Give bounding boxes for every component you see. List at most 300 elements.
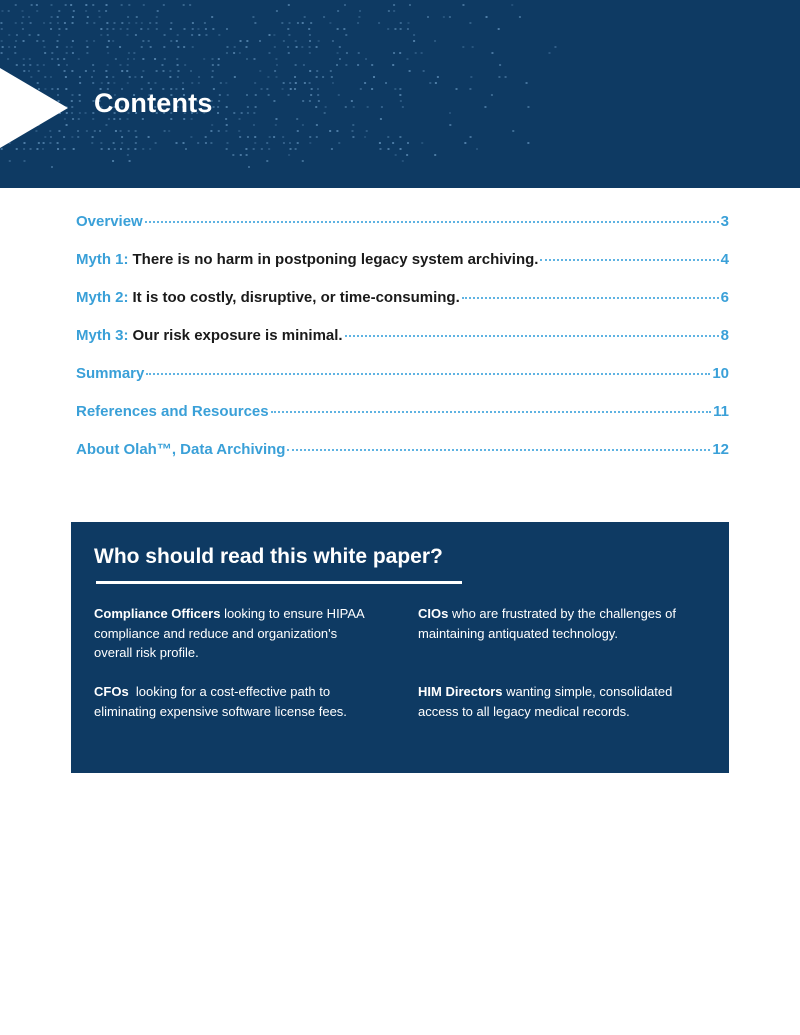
pattern-dot	[120, 148, 122, 150]
pattern-dot	[226, 46, 228, 48]
pattern-dot	[23, 148, 25, 150]
pattern-dot	[51, 166, 53, 168]
pattern-dot	[295, 40, 297, 42]
pattern-dot	[246, 40, 248, 42]
toc-entry-overview[interactable]	[76, 213, 729, 251]
pattern-dot	[72, 40, 74, 42]
pattern-dot	[289, 142, 291, 144]
pattern-dot	[8, 10, 10, 12]
pattern-dot	[150, 46, 152, 48]
pattern-dot	[155, 142, 157, 144]
pattern-dot	[176, 40, 178, 42]
pattern-dot	[79, 112, 81, 114]
pattern-dot	[393, 10, 395, 12]
pattern-dot	[198, 34, 200, 36]
pattern-dot	[29, 64, 31, 66]
pattern-dot	[297, 142, 299, 144]
pattern-dot	[79, 76, 81, 78]
pattern-dot	[217, 112, 219, 114]
pattern-dot	[226, 52, 228, 54]
pattern-dot	[164, 34, 166, 36]
pattern-dot	[275, 76, 277, 78]
pattern-dot	[135, 136, 137, 138]
pattern-dot	[288, 94, 290, 96]
pattern-dot	[234, 76, 236, 78]
pattern-dot	[345, 64, 347, 66]
pattern-dot	[304, 82, 306, 84]
pattern-dot	[99, 16, 101, 18]
pattern-dot	[115, 130, 117, 132]
pattern-dot	[37, 64, 39, 66]
pattern-dot	[184, 64, 186, 66]
pattern-dot	[92, 82, 94, 84]
pattern-dot	[168, 130, 170, 132]
pattern-dot	[476, 148, 478, 150]
pattern-dot	[183, 46, 185, 48]
pattern-dot	[268, 52, 270, 54]
pattern-dot	[247, 106, 249, 108]
audience-role: CFOs	[94, 684, 129, 699]
pattern-dot	[129, 160, 131, 162]
pattern-dot	[274, 46, 276, 48]
pattern-dot	[86, 22, 88, 24]
pattern-dot	[156, 28, 158, 30]
pattern-dot	[127, 16, 129, 18]
pattern-dot	[100, 34, 102, 36]
pattern-dot	[429, 82, 431, 84]
pattern-dot	[210, 130, 212, 132]
pattern-dot	[358, 52, 360, 54]
pattern-dot	[241, 112, 243, 114]
heading-underline	[96, 581, 462, 584]
pattern-dot	[14, 46, 16, 48]
pattern-dot	[183, 142, 185, 144]
pattern-dot	[218, 100, 220, 102]
pattern-dot	[71, 100, 73, 102]
audience-description: looking to ensure HIPAA compliance and reduce and organization's overall risk profile.	[94, 606, 365, 660]
pattern-dot	[205, 142, 207, 144]
pattern-dot	[336, 130, 338, 132]
pattern-dot	[182, 82, 184, 84]
pattern-dot	[113, 142, 115, 144]
pattern-dot	[443, 16, 445, 18]
pattern-dot	[311, 88, 313, 90]
toc-entry-myth-3[interactable]	[76, 327, 729, 365]
pattern-dot	[87, 16, 89, 18]
pattern-dot	[128, 130, 130, 132]
pattern-dot	[134, 148, 136, 150]
pattern-dot	[295, 82, 297, 84]
pattern-dot	[246, 154, 248, 156]
pattern-dot	[427, 16, 429, 18]
pattern-dot	[154, 82, 156, 84]
pattern-dot	[169, 70, 171, 72]
pattern-dot	[135, 142, 137, 144]
pattern-dot	[113, 22, 115, 24]
pattern-dot	[126, 70, 128, 72]
toc-page-number: 10	[712, 365, 729, 382]
audience-description: who are frustrated by the challenges of maintaining antiquated technology.	[418, 606, 676, 641]
pattern-dot	[106, 4, 108, 6]
pattern-dot	[23, 58, 25, 60]
pattern-dot	[205, 28, 207, 30]
pattern-dot	[21, 10, 23, 12]
toc-page-number: 8	[720, 327, 729, 344]
pattern-dot	[310, 22, 312, 24]
pattern-dot	[406, 154, 408, 156]
pattern-dot	[72, 52, 74, 54]
pattern-dot	[30, 148, 32, 150]
pattern-dot	[86, 46, 88, 48]
pattern-dot	[254, 22, 256, 24]
pattern-dot	[155, 22, 157, 24]
pattern-dot	[112, 40, 114, 42]
toc-entry-title: There is no harm in postponing legacy system archiving.	[132, 251, 539, 268]
pattern-dot	[318, 40, 320, 42]
dot-leader	[146, 373, 710, 375]
pattern-dot	[203, 58, 205, 60]
pattern-dot	[129, 76, 131, 78]
pattern-dot	[288, 34, 290, 36]
pattern-dot	[261, 148, 263, 150]
pattern-dot	[51, 58, 53, 60]
pattern-dot	[259, 40, 261, 42]
pattern-dot	[190, 136, 192, 138]
audience-item-compliance	[94, 604, 379, 663]
pattern-dot	[309, 40, 311, 42]
pattern-dot	[192, 46, 194, 48]
pattern-dot	[226, 148, 228, 150]
pattern-dot	[239, 118, 241, 120]
pattern-dot	[161, 64, 163, 66]
pattern-dot	[317, 88, 319, 90]
page-title: Contents	[94, 88, 213, 118]
toc-entry-myth-1[interactable]	[76, 251, 729, 289]
pattern-dot	[462, 4, 464, 6]
pattern-dot	[141, 22, 143, 24]
toc-entry-summary[interactable]	[76, 365, 729, 403]
audience-item-him	[418, 682, 703, 721]
pattern-dot	[94, 130, 96, 132]
pattern-dot	[212, 70, 214, 72]
pattern-dot	[211, 16, 213, 18]
pattern-dot	[344, 4, 346, 6]
pattern-dot	[106, 28, 108, 30]
pattern-dot	[282, 136, 284, 138]
pattern-dot	[71, 70, 73, 72]
pattern-dot	[114, 148, 116, 150]
pattern-dot	[164, 130, 166, 132]
pattern-dot	[107, 52, 109, 54]
pattern-dot	[304, 16, 306, 18]
pattern-dot	[16, 148, 18, 150]
pattern-dot	[323, 16, 325, 18]
pattern-dot	[133, 52, 135, 54]
pattern-dot	[491, 52, 493, 54]
pattern-dot	[364, 82, 366, 84]
pattern-dot	[394, 28, 396, 30]
pattern-dot	[302, 22, 304, 24]
pattern-dot	[57, 16, 59, 18]
pattern-dot	[253, 112, 255, 114]
pattern-dot	[56, 46, 58, 48]
pattern-dot	[107, 64, 109, 66]
pattern-dot	[394, 88, 396, 90]
pattern-dot	[205, 136, 207, 138]
pattern-dot	[338, 94, 340, 96]
pattern-dot	[127, 28, 129, 30]
pattern-dot	[58, 64, 60, 66]
pattern-dot	[98, 10, 100, 12]
pattern-dot	[36, 148, 38, 150]
pattern-dot	[70, 4, 72, 6]
pattern-dot	[252, 16, 254, 18]
pattern-dot	[107, 34, 109, 36]
pattern-dot	[1, 52, 3, 54]
pattern-dot	[339, 46, 341, 48]
pattern-dot	[121, 4, 123, 6]
pattern-dot	[273, 34, 275, 36]
pattern-dot	[470, 76, 472, 78]
pattern-dot	[233, 112, 235, 114]
pattern-dot	[554, 46, 556, 48]
pattern-dot	[253, 124, 255, 126]
pattern-dot	[127, 148, 129, 150]
pattern-dot	[283, 40, 285, 42]
pattern-dot	[309, 136, 311, 138]
pattern-dot	[212, 64, 214, 66]
pattern-dot	[498, 28, 500, 30]
pattern-dot	[388, 10, 390, 12]
pattern-dot	[393, 4, 395, 6]
pattern-dot	[273, 100, 275, 102]
pattern-dot	[100, 28, 102, 30]
audience-item-cio	[418, 604, 703, 643]
arrow-icon	[0, 68, 68, 148]
pattern-dot	[205, 34, 207, 36]
pattern-dot	[106, 22, 108, 24]
pattern-dot	[14, 52, 16, 54]
pattern-dot	[289, 22, 291, 24]
pattern-dot	[351, 130, 353, 132]
pattern-dot	[407, 22, 409, 24]
pattern-dot	[121, 70, 123, 72]
pattern-dot	[93, 70, 95, 72]
pattern-dot	[413, 40, 415, 42]
pattern-dot	[57, 40, 59, 42]
pattern-dot	[301, 46, 303, 48]
pattern-dot	[275, 58, 277, 60]
pattern-dot	[149, 148, 151, 150]
pattern-dot	[449, 112, 451, 114]
pattern-dot	[105, 124, 107, 126]
pattern-dot	[246, 58, 248, 60]
pattern-dot	[135, 34, 137, 36]
pattern-dot	[421, 52, 423, 54]
pattern-dot	[379, 142, 381, 144]
pattern-dot	[135, 130, 137, 132]
pattern-dot	[142, 70, 144, 72]
pattern-dot	[197, 28, 199, 30]
pattern-dot	[121, 22, 123, 24]
pattern-dot	[15, 40, 17, 42]
audience-role: CIOs	[418, 606, 449, 621]
pattern-dot	[339, 58, 341, 60]
toc-entry-myth-2[interactable]	[76, 289, 729, 327]
audience-callout-box	[71, 522, 729, 773]
pattern-dot	[79, 82, 81, 84]
pattern-dot	[449, 124, 451, 126]
pattern-dot	[399, 88, 401, 90]
pattern-dot	[142, 40, 144, 42]
toc-entry-title: Summary	[76, 365, 145, 382]
pattern-dot	[392, 64, 394, 66]
table-of-contents	[76, 213, 729, 479]
pattern-dot	[316, 124, 318, 126]
pattern-dot	[308, 28, 310, 30]
pattern-dot	[78, 118, 80, 120]
pattern-dot	[198, 76, 200, 78]
pattern-dot	[57, 22, 59, 24]
pattern-dot	[359, 10, 361, 12]
pattern-dot	[23, 40, 25, 42]
pattern-dot	[8, 46, 10, 48]
pattern-dot	[227, 94, 229, 96]
toc-entry-about[interactable]	[76, 441, 729, 479]
pattern-dot	[266, 160, 268, 162]
pattern-dot	[399, 136, 401, 138]
pattern-dot	[261, 88, 263, 90]
pattern-dot	[358, 16, 360, 18]
pattern-dot	[105, 10, 107, 12]
pattern-dot	[345, 34, 347, 36]
toc-page-number: 6	[720, 289, 729, 306]
pattern-dot	[127, 58, 129, 60]
toc-page-number: 11	[713, 403, 729, 420]
pattern-dot	[330, 70, 332, 72]
pattern-dot	[57, 148, 59, 150]
pattern-dot	[456, 88, 458, 90]
dot-leader	[540, 259, 718, 261]
pattern-dot	[343, 28, 345, 30]
pattern-dot	[192, 28, 194, 30]
pattern-dot	[276, 10, 278, 12]
pattern-dot	[8, 34, 10, 36]
pattern-dot	[213, 88, 215, 90]
pattern-dot	[511, 4, 513, 6]
pattern-dot	[29, 34, 31, 36]
pattern-dot	[77, 130, 79, 132]
pattern-dot	[86, 40, 88, 42]
pattern-dot	[392, 142, 394, 144]
pattern-dot	[112, 160, 114, 162]
audience-description: wanting simple, consolidated access to all legacy medical records.	[418, 684, 673, 719]
pattern-dot	[409, 4, 411, 6]
pattern-dot	[322, 76, 324, 78]
pattern-dot	[379, 148, 381, 150]
pattern-dot	[64, 22, 66, 24]
pattern-dot	[266, 88, 268, 90]
pattern-dot	[331, 76, 333, 78]
pattern-dot	[210, 142, 212, 144]
dot-leader	[345, 335, 719, 337]
pattern-dot	[66, 52, 68, 54]
pattern-dot	[58, 28, 60, 30]
pattern-dot	[108, 40, 110, 42]
pattern-dot	[101, 148, 103, 150]
pattern-dot	[360, 88, 362, 90]
pattern-dot	[512, 130, 514, 132]
pattern-dot	[119, 64, 121, 66]
pattern-dot	[226, 106, 228, 108]
pattern-dot	[86, 52, 88, 54]
pattern-dot	[43, 22, 45, 24]
pattern-dot	[337, 10, 339, 12]
pattern-dot	[149, 22, 151, 24]
pattern-dot	[93, 22, 95, 24]
pattern-dot	[549, 52, 551, 54]
pattern-dot	[337, 28, 339, 30]
pattern-dot	[73, 10, 75, 12]
pattern-dot	[309, 100, 311, 102]
pattern-dot	[315, 106, 317, 108]
pattern-dot	[115, 58, 117, 60]
pattern-dot	[198, 82, 200, 84]
pattern-dot	[23, 64, 25, 66]
pattern-dot	[527, 142, 529, 144]
pattern-dot	[16, 34, 18, 36]
pattern-dot	[101, 82, 103, 84]
pattern-dot	[63, 148, 65, 150]
toc-entry-references[interactable]	[76, 403, 729, 441]
pattern-dot	[73, 148, 75, 150]
pattern-dot	[399, 94, 401, 96]
pattern-dot	[108, 148, 110, 150]
pattern-dot	[309, 34, 311, 36]
pattern-dot	[23, 160, 25, 162]
pattern-dot	[71, 136, 73, 138]
pattern-dot	[133, 58, 135, 60]
pattern-dot	[128, 52, 130, 54]
pattern-dot	[42, 148, 44, 150]
pattern-dot	[79, 100, 81, 102]
pattern-dot	[134, 76, 136, 78]
pattern-dot	[267, 76, 269, 78]
pattern-dot	[78, 58, 80, 60]
pattern-dot	[22, 16, 24, 18]
pattern-dot	[192, 22, 194, 24]
pattern-dot	[498, 76, 500, 78]
pattern-dot	[49, 22, 51, 24]
pattern-dot	[296, 118, 298, 120]
pattern-dot	[484, 106, 486, 108]
pattern-dot	[86, 130, 88, 132]
pattern-dot	[393, 52, 395, 54]
pattern-dot	[36, 40, 38, 42]
pattern-dot	[112, 76, 114, 78]
pattern-dot	[332, 40, 334, 42]
pattern-dot	[72, 16, 74, 18]
pattern-dot	[245, 148, 247, 150]
pattern-dot	[387, 148, 389, 150]
dot-leader	[287, 449, 710, 451]
pattern-dot	[309, 82, 311, 84]
pattern-dot	[16, 64, 18, 66]
toc-page-number: 12	[712, 441, 729, 458]
pattern-dot	[309, 142, 311, 144]
pattern-dot	[218, 34, 220, 36]
pattern-dot	[318, 100, 320, 102]
